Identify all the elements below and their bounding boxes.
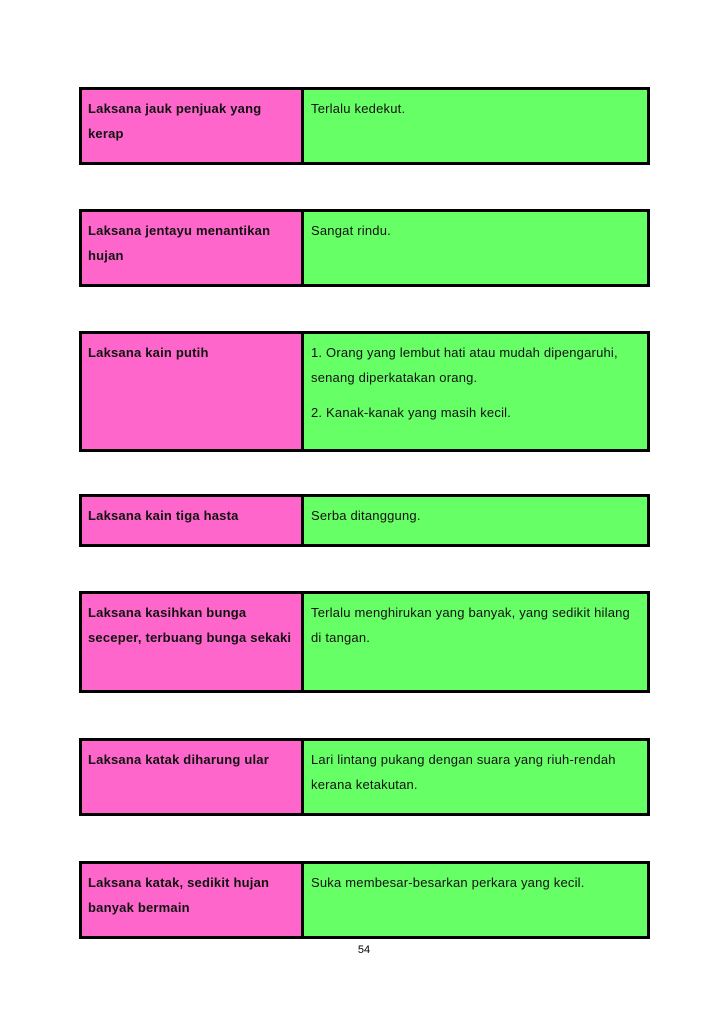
meaning-text: Lari lintang pukang dengan suara yang riuh-rendah kerana ketakutan. [311, 752, 616, 792]
meaning-cell [304, 594, 647, 690]
term-cell: Laksana katak, sedikit hujan banyak bermain [82, 864, 304, 936]
meaning-text: Sangat rindu. [311, 223, 391, 238]
meaning-cell [304, 741, 647, 813]
meaning-text: Serba ditanggung. [311, 508, 421, 523]
meaning-text: 1. Orang yang lembut hati atau mudah dipengaruhi, senang diperkatakan orang. [311, 345, 618, 385]
term-cell: Laksana kasihkan bunga seceper, terbuang bunga sekaki [82, 594, 304, 690]
page-number: 54 [357, 944, 371, 956]
entry-6 [79, 738, 650, 816]
term-cell: Laksana kain putih [82, 334, 304, 449]
entry-2 [79, 209, 650, 287]
term-cell: Laksana jauk penjuak yang kerap [82, 90, 304, 162]
meaning-cell [304, 497, 647, 544]
entry-4 [79, 494, 650, 547]
meaning-text: Terlalu menghirukan yang banyak, yang sedikit hilang di tangan. [311, 605, 630, 645]
entry-3 [79, 331, 650, 452]
entry-1 [79, 87, 650, 165]
meaning-cell [304, 864, 647, 936]
meaning-text: 2. Kanak-kanak yang masih kecil. [311, 405, 512, 420]
term-cell: Laksana kain tiga hasta [82, 497, 304, 544]
entry-5 [79, 591, 650, 693]
term-cell: Laksana jentayu menantikan hujan [82, 212, 304, 284]
meaning-cell [304, 334, 647, 449]
meaning-text: Terlalu kedekut. [311, 101, 406, 116]
term-cell: Laksana katak diharung ular [82, 741, 304, 813]
entry-7 [79, 861, 650, 939]
meaning-cell [304, 212, 647, 284]
meaning-text: Suka membesar-besarkan perkara yang kecil. [311, 875, 585, 890]
meaning-cell [304, 90, 647, 162]
